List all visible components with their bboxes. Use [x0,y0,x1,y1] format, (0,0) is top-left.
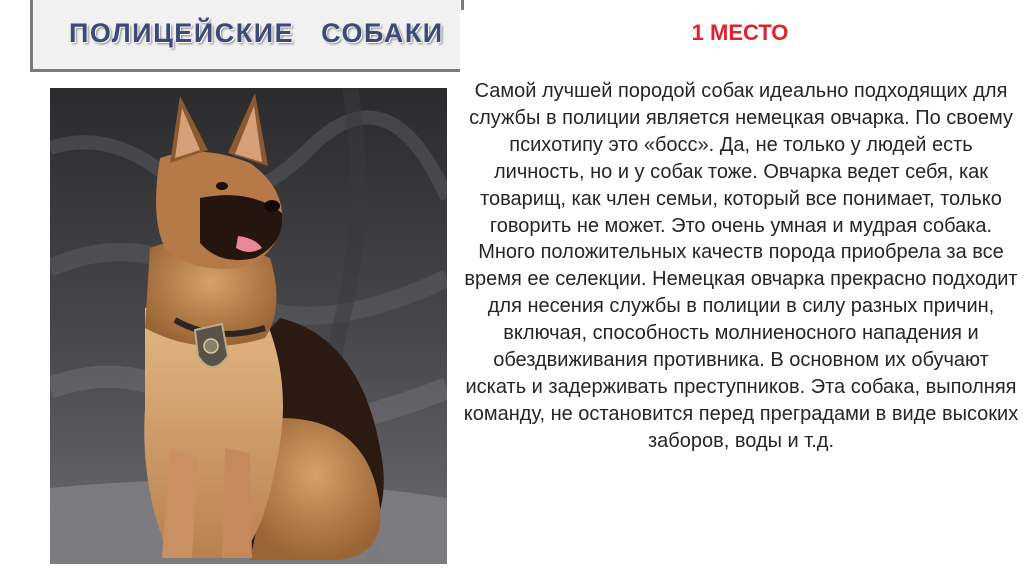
place-heading: 1 МЕСТО [691,20,789,45]
dog-photo [50,88,447,564]
title-divider [461,0,464,10]
body-text: Самой лучшей породой собак идеально подходящих для службы в полиции является немецкая овчарка. По своему психотипу это «босс». Да, не только у людей есть личность, но и у собак тоже. Овчарка ведет себя, как товарищ, как член семьи, который все понимает, только говорить не может. Это очень умная и мудрая собака. Много положительных качеств порода приобрела за все время ее селекции. Немецкая овчарка прекрасно подходит для несения службы в полиции в силу разных причин, включая, способность молниеносного нападения и обездвиживания противника. В основном их обучают искать и задерживать преступников. Эта собака, выполняя команду, не остановится перед преградами в виде высоких заборов, воды и т.д. [463,80,1019,452]
title-box [30,0,460,72]
page-title: ПОЛИЦЕЙСКИЕ СОБАКИ [69,18,444,48]
